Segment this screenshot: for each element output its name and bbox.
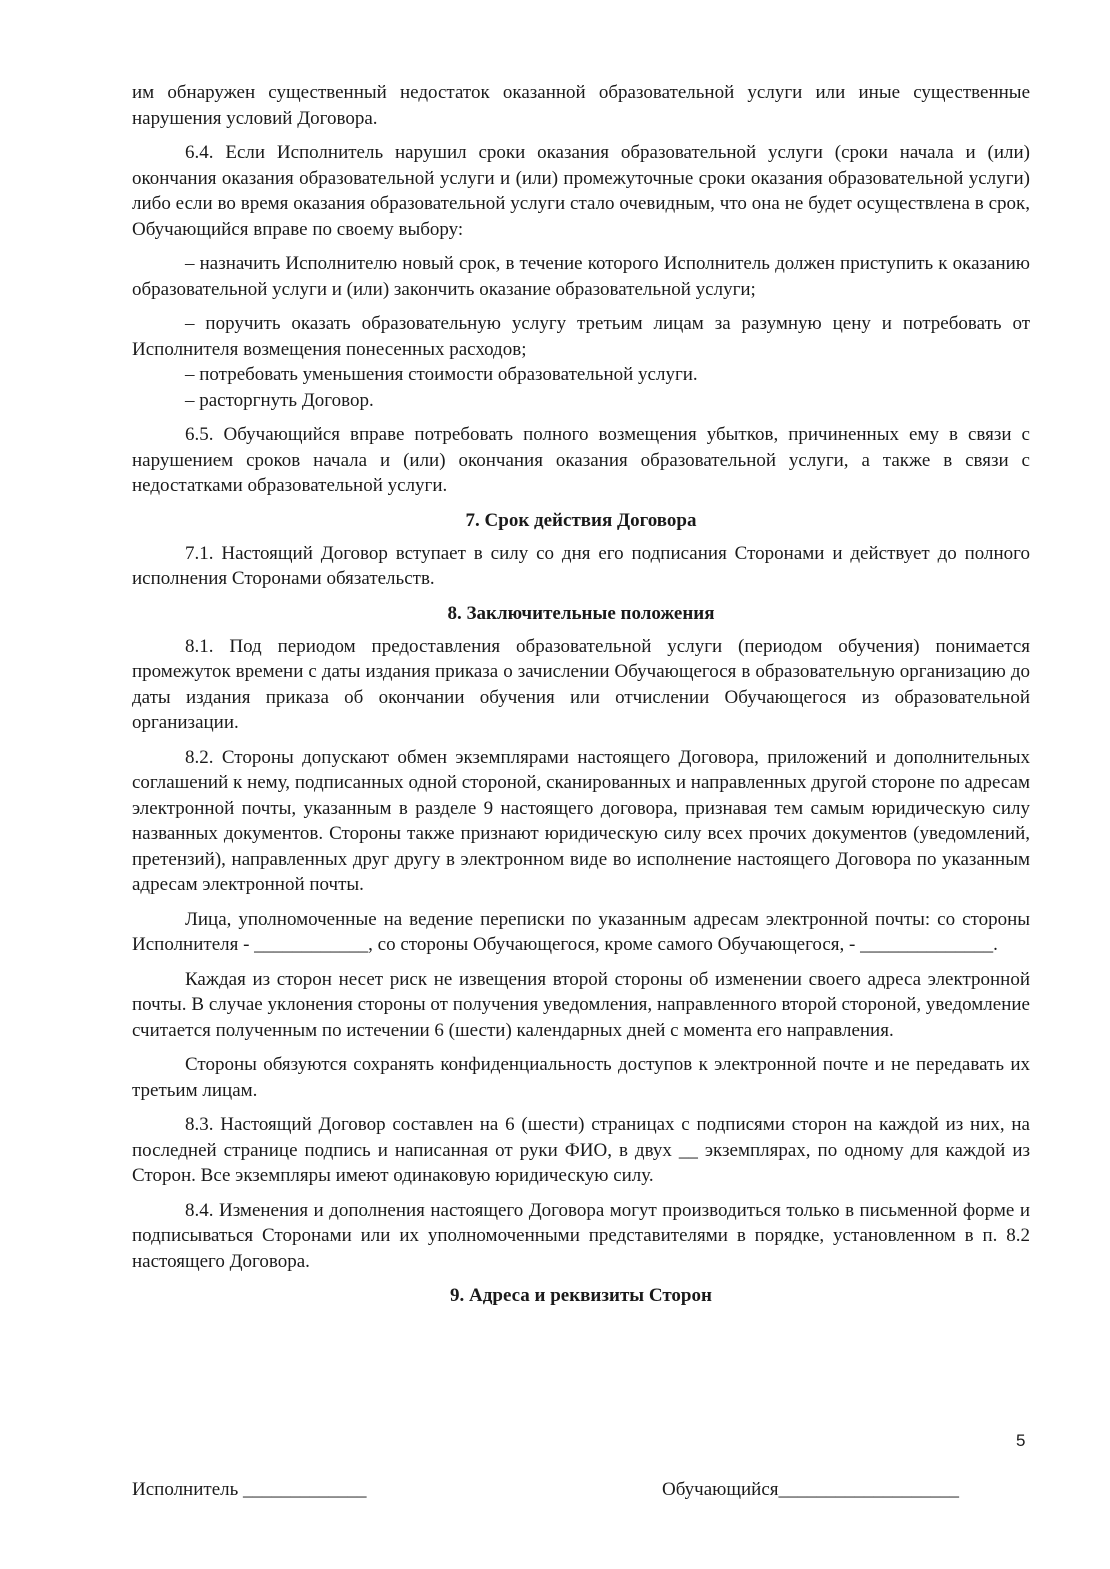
executor-signature-line: Исполнитель _____________ (132, 1479, 367, 1500)
clause-8-1: 8.1. Под периодом предоставления образовательной услуги (периодом обучения) понимается промежуток времени с даты издания приказа о зачислении Обучающегося в образовательную организацию до даты издания приказа об окончании обучения или отчислении Обучающегося из образовательной организации. (132, 635, 1030, 733)
clause-8-4: 8.4. Изменения и дополнения настоящего Договора могут производиться только в письменной форме и подписываться Сторонами или их уполномоченными представителями в порядке, установленном в п. 8.2 настоящего Договора. (132, 1199, 1030, 1272)
clause-8-2-confidentiality: Стороны обязуются сохранять конфиденциальность доступов к электронной почте и не передавать их третьим лицам. (132, 1054, 1030, 1101)
clause-8-2: 8.2. Стороны допускают обмен экземплярами настоящего Договора, приложений и дополнительных соглашений к нему, подписанных одной стороной, сканированных и направленных другой стороне по адресам электронной почты, указанным в разделе 9 настоящего договора, признавая тем самым юридическую силу названных документов. Стороны также признают юридическую силу всех прочих документов (уведомлений, претензий), направленных друг другу в электронном виде во исполнение настоящего Договора по указанным адресам электронной почты. (132, 746, 1030, 895)
clause-8-2-email-persons: Лица, уполномоченные на ведение переписки по указанным адресам электронной почты: со стороны Исполнителя - ____________, со стороны Обучающегося, кроме самого Обучающегося, - ______________. (132, 908, 1030, 955)
clause-8-2-risk: Каждая из сторон несет риск не извещения второй стороны об изменении своего адреса электронной почты. В случае уклонения стороны от получения уведомления, направленного второй стороной, уведомление считается полученным по истечении 6 (шести) календарных дней с момента его направления. (132, 968, 1030, 1041)
paragraph-continuation: им обнаружен существенный недостаток оказанной образовательной услуги или иные существенные нарушения условий Договора. (132, 82, 1030, 129)
section-7-heading: 7. Срок действия Договора (465, 509, 697, 531)
document-body (132, 80, 1030, 1316)
clause-6-4: 6.4. Если Исполнитель нарушил сроки оказания образовательной услуги (сроки начала и (или) окончания оказания образовательной услуги и (или) промежуточные сроки оказания образовательной услуги) либо если во время оказания образовательной услуги стало очевидным, что она не будет осуществлена в срок, Обучающийся вправе по своему выбору: (132, 142, 1030, 240)
clause-7-1: 7.1. Настоящий Договор вступает в силу со дня его подписания Сторонами и действует до полного исполнения Сторонами обязательств. (132, 542, 1030, 589)
student-signature-line: Обучающийся___________________ (662, 1479, 959, 1500)
section-8-heading: 8. Заключительные положения (447, 602, 715, 624)
clause-8-3: 8.3. Настоящий Договор составлен на 6 (шести) страницах с подписями сторон на каждой из них, на последней странице подпись и написанная от руки ФИО, в двух __ экземплярах, по одному для каждой из Сторон. Все экземпляры имеют одинаковую юридическую силу. (132, 1114, 1030, 1186)
section-9-heading: 9. Адреса и реквизиты Сторон (450, 1285, 712, 1306)
clause-6-5: 6.5. Обучающийся вправе потребовать полного возмещения убытков, причиненных ему в связи с нарушением сроков начала и (или) окончания оказания образовательной услуги, а также в связи с недостатками образовательной услуги. (132, 424, 1030, 496)
clause-6-4-option-a: – назначить Исполнителю новый срок, в течение которого Исполнитель должен приступить к оказанию образовательной услуги и (или) закончить оказание образовательной услуги; (132, 253, 1030, 300)
clause-6-4-option-b: – поручить оказать образовательную услугу третьим лицам за разумную цену и потребовать от Исполнителя возмещения понесенных расходов; (132, 313, 1030, 360)
clause-6-4-option-c: – потребовать уменьшения стоимости образовательной услуги. (185, 364, 698, 385)
clause-6-4-option-d: – расторгнуть Договор. (185, 389, 374, 411)
page-number: 5 (1016, 1431, 1026, 1450)
